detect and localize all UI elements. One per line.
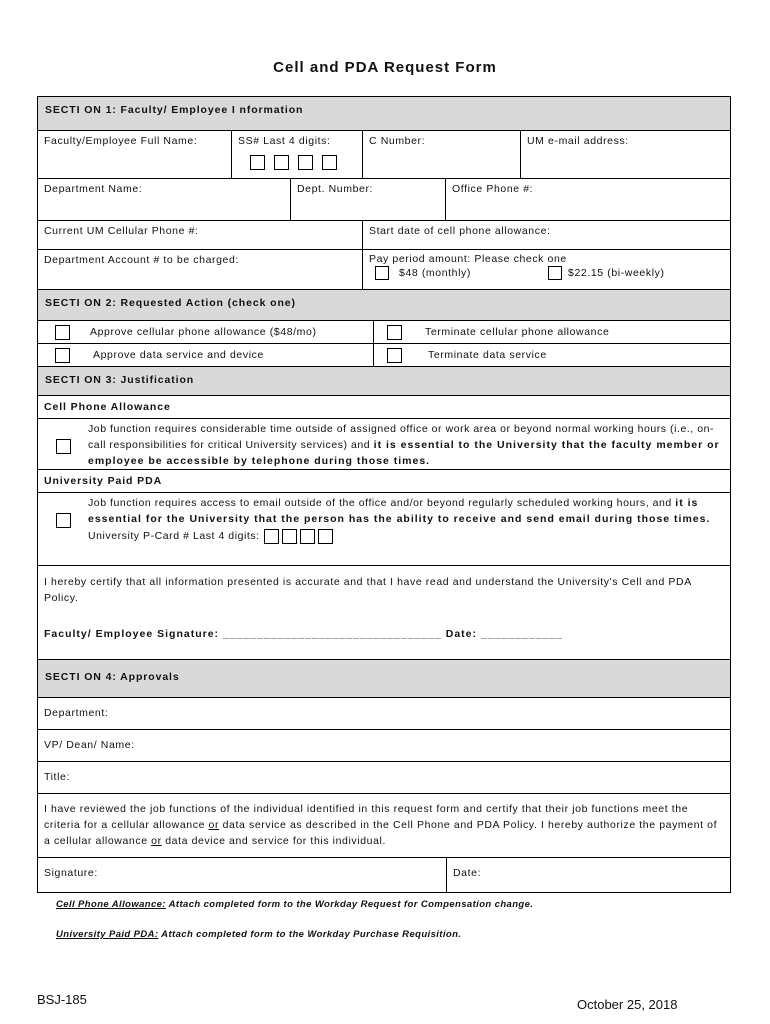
start-date-label: Start date of cell phone allowance: bbox=[369, 225, 551, 237]
section1-row-dept bbox=[38, 179, 730, 221]
pda-justification bbox=[38, 493, 730, 565]
approval-signature-label: Signature: bbox=[44, 867, 98, 879]
pcard-row bbox=[88, 528, 724, 544]
cell-allowance-text-bold: it is essential to the University that the faculty member or employee be accessible by telephone during those times. bbox=[88, 439, 720, 467]
dept-number-field[interactable] bbox=[291, 179, 446, 220]
note-pda-label: University Paid PDA: bbox=[56, 929, 159, 940]
dept-account-label: Department Account # to be charged: bbox=[44, 254, 239, 266]
request-form bbox=[37, 96, 731, 893]
approve-cell-option[interactable] bbox=[38, 321, 374, 343]
section2-row-1 bbox=[38, 321, 730, 344]
approval-department-field[interactable] bbox=[38, 698, 730, 729]
approval-signature-field[interactable] bbox=[38, 858, 447, 892]
cell-allowance-checkbox[interactable] bbox=[56, 439, 71, 454]
dept-account-field[interactable] bbox=[38, 250, 363, 289]
pcard-digit-box-3[interactable] bbox=[300, 529, 315, 544]
form-date: October 25, 2018 bbox=[577, 997, 678, 1012]
approval-date-field[interactable] bbox=[447, 858, 730, 892]
biweekly-checkbox[interactable] bbox=[548, 266, 562, 280]
terminate-data-option[interactable] bbox=[374, 344, 730, 366]
review-row bbox=[38, 794, 730, 858]
cell-allowance-checkbox-wrap bbox=[38, 419, 88, 454]
section1-row-account bbox=[38, 250, 730, 290]
vp-dean-row bbox=[38, 730, 730, 762]
current-phone-field[interactable] bbox=[38, 221, 363, 249]
note-cell-label: Cell Phone Allowance: bbox=[56, 899, 166, 910]
pay-period-label: Pay period amount: Please check one bbox=[369, 253, 567, 265]
c-number-label: C Number: bbox=[369, 135, 426, 147]
section1-row-name bbox=[38, 131, 730, 179]
pcard-digit-box-4[interactable] bbox=[318, 529, 333, 544]
pda-row bbox=[38, 493, 730, 566]
pay-period-field bbox=[363, 250, 730, 289]
c-number-field[interactable] bbox=[363, 131, 521, 178]
review-text-part3: data device and service for this individual. bbox=[161, 835, 386, 847]
approval-signature-row bbox=[38, 858, 730, 892]
terminate-cell-checkbox[interactable] bbox=[387, 325, 402, 340]
cell-allowance-text-normal: Job function requires considerable time outside of assigned office or work area or beyond normal working hours (i.e., on-call responsibilities for critical University services) and bbox=[88, 423, 715, 451]
approve-data-option[interactable] bbox=[38, 344, 374, 366]
biweekly-label: $22.15 (bi-weekly) bbox=[568, 267, 665, 279]
terminate-cell-label: Terminate cellular phone allowance bbox=[425, 326, 610, 338]
section1-row-phone bbox=[38, 221, 730, 250]
office-phone-field[interactable] bbox=[446, 179, 730, 220]
pda-checkbox-wrap bbox=[38, 493, 88, 528]
approval-title-field[interactable] bbox=[38, 762, 730, 793]
um-email-label: UM e-mail address: bbox=[527, 135, 629, 147]
ss-last4-field bbox=[232, 131, 363, 178]
approval-department-label: Department: bbox=[44, 707, 109, 719]
form-code: BSJ-185 bbox=[37, 992, 87, 1007]
approval-date-label: Date: bbox=[453, 867, 482, 879]
cell-allowance-justification bbox=[38, 419, 730, 469]
pda-header-row bbox=[38, 470, 730, 493]
section2-row-2 bbox=[38, 344, 730, 367]
pda-text bbox=[88, 493, 730, 546]
pcard-digit-boxes bbox=[264, 529, 333, 544]
vp-dean-label: VP/ Dean/ Name: bbox=[44, 739, 135, 751]
pcard-label: University P-Card # Last 4 digits: bbox=[88, 530, 260, 542]
review-or-1: or bbox=[208, 819, 220, 831]
approve-cell-checkbox[interactable] bbox=[55, 325, 70, 340]
ss-digit-box-2[interactable] bbox=[274, 155, 289, 170]
section2-header-row bbox=[38, 290, 730, 321]
ss-label: SS# Last 4 digits: bbox=[238, 135, 331, 147]
ss-digit-box-1[interactable] bbox=[250, 155, 265, 170]
approval-title-label: Title: bbox=[44, 771, 70, 783]
terminate-data-checkbox[interactable] bbox=[387, 348, 402, 363]
cell-allowance-text bbox=[88, 419, 730, 471]
certify-text: I hereby certify that all information presented is accurate and that I have read and understand the University's Cell and PDA Policy. bbox=[44, 576, 692, 604]
ss-digit-boxes bbox=[238, 155, 356, 170]
approve-data-checkbox[interactable] bbox=[55, 348, 70, 363]
section4-header-row bbox=[38, 660, 730, 698]
approval-title-row bbox=[38, 762, 730, 794]
note-cell-allowance bbox=[56, 899, 533, 910]
pda-text-normal: Job function requires access to email outside of the office and/or beyond regularly scheduled working hours, and bbox=[88, 497, 676, 509]
dept-number-label: Dept. Number: bbox=[297, 183, 374, 195]
um-email-field[interactable] bbox=[521, 131, 730, 178]
pda-checkbox[interactable] bbox=[56, 513, 71, 528]
ss-digit-box-4[interactable] bbox=[322, 155, 337, 170]
cell-allowance-header: Cell Phone Allowance bbox=[44, 401, 171, 413]
pda-text-bold: it is essential for the University that the person has the ability to receive and send email during those times. bbox=[88, 497, 711, 525]
pay-period-options bbox=[369, 266, 724, 280]
monthly-checkbox[interactable] bbox=[375, 266, 389, 280]
pcard-digit-box-1[interactable] bbox=[264, 529, 279, 544]
employee-signature-line[interactable]: Faculty/ Employee Signature: ________________________________ Date: ____________ bbox=[44, 628, 563, 640]
note-pda-text: Attach completed form to the Workday Purchase Requisition. bbox=[158, 929, 462, 940]
current-phone-label: Current UM Cellular Phone #: bbox=[44, 225, 199, 237]
section3-header: SECTI ON 3: Justification bbox=[38, 367, 730, 395]
pda-header: University Paid PDA bbox=[44, 475, 163, 487]
section1-header-row bbox=[38, 97, 730, 131]
review-text bbox=[38, 794, 730, 857]
office-phone-label: Office Phone #: bbox=[452, 183, 534, 195]
pcard-digit-box-2[interactable] bbox=[282, 529, 297, 544]
section3-header-row bbox=[38, 367, 730, 396]
full-name-label: Faculty/Employee Full Name: bbox=[44, 135, 198, 147]
section2-header: SECTI ON 2: Requested Action (check one) bbox=[38, 290, 730, 320]
approval-department-row bbox=[38, 698, 730, 730]
certify-block bbox=[38, 566, 730, 659]
certify-row bbox=[38, 566, 730, 660]
start-date-field[interactable] bbox=[363, 221, 730, 249]
cell-allowance-header-row bbox=[38, 396, 730, 419]
note-pda bbox=[56, 929, 461, 940]
cell-allowance-row bbox=[38, 419, 730, 470]
dept-name-label: Department Name: bbox=[44, 183, 143, 195]
monthly-label: $48 (monthly) bbox=[399, 267, 471, 279]
section1-header: SECTI ON 1: Faculty/ Employee I nformation bbox=[38, 97, 730, 130]
section4-header: SECTI ON 4: Approvals bbox=[38, 660, 730, 697]
terminate-data-label: Terminate data service bbox=[428, 349, 547, 361]
vp-dean-field[interactable] bbox=[38, 730, 730, 761]
review-text-part1: I have reviewed the job functions of the individual identified in this request form and certify that their job functions meet the criteria for a cellular allowance bbox=[44, 803, 689, 831]
note-cell-text: Attach completed form to the Workday Request for Compensation change. bbox=[165, 899, 534, 910]
dept-name-field[interactable] bbox=[38, 179, 291, 220]
approve-cell-label: Approve cellular phone allowance ($48/mo) bbox=[90, 326, 317, 338]
review-or-2: or bbox=[151, 835, 162, 847]
ss-digit-box-3[interactable] bbox=[298, 155, 313, 170]
approve-data-label: Approve data service and device bbox=[93, 349, 264, 361]
review-text-part2: data service as described in the Cell Phone and PDA Policy. I hereby authorize the payment of a cellular allowance bbox=[44, 819, 718, 847]
full-name-field[interactable] bbox=[38, 131, 232, 178]
terminate-cell-option[interactable] bbox=[374, 321, 730, 343]
form-title: Cell and PDA Request Form bbox=[273, 59, 497, 76]
